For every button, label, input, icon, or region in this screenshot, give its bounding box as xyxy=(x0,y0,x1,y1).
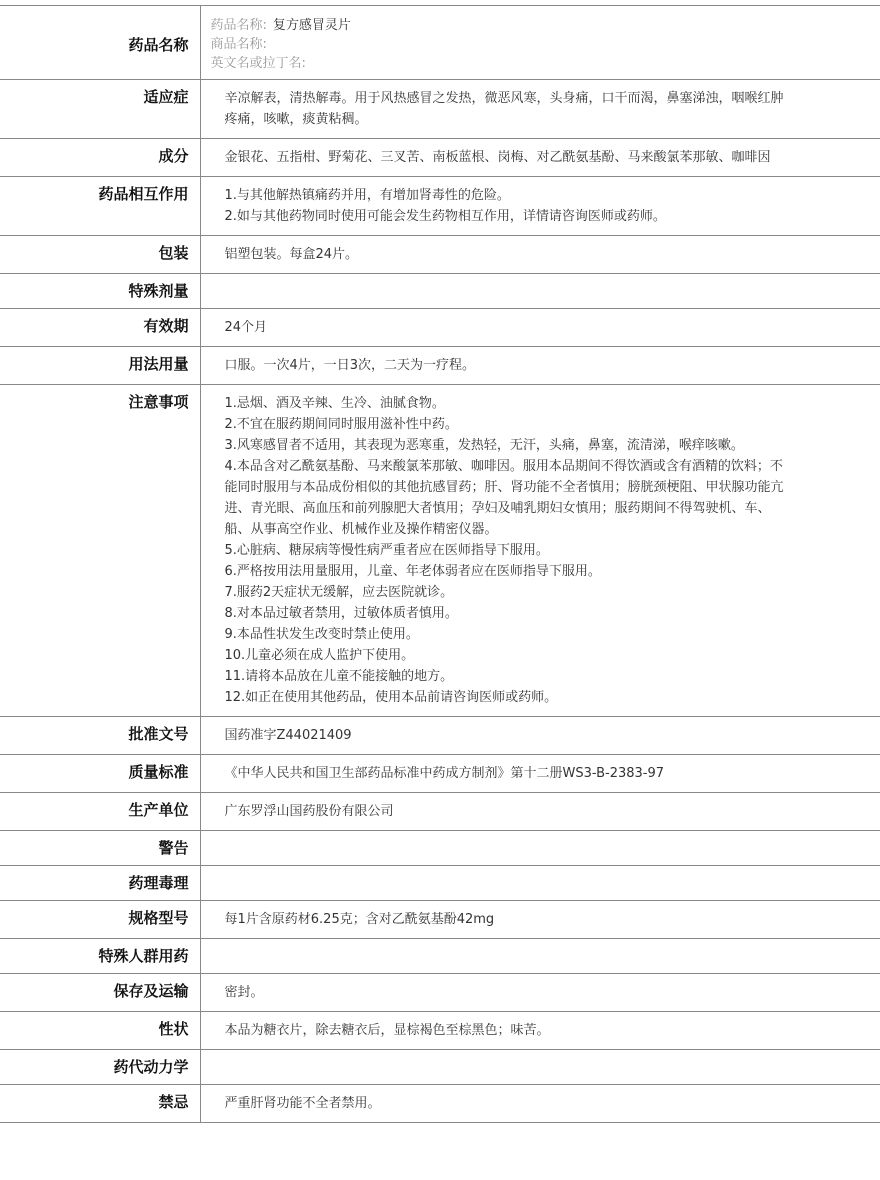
english-name-line xyxy=(211,54,789,73)
table-row-special-dose xyxy=(0,274,880,309)
table-row-package xyxy=(0,236,880,274)
row-value-contraindications xyxy=(200,1085,880,1123)
row-label-special-groups: 特殊人群用药 xyxy=(0,939,200,974)
drug-info-table xyxy=(0,5,880,1123)
table-row-indications xyxy=(0,80,880,139)
row-label-storage: 保存及运输 xyxy=(0,974,200,1012)
table-row-warning xyxy=(0,831,880,866)
row-label-usage: 用法用量 xyxy=(0,347,200,385)
table-row-manufacturer xyxy=(0,793,880,831)
row-label-standard: 质量标准 xyxy=(0,755,200,793)
name-block-cell xyxy=(200,6,880,80)
table-row-appearance xyxy=(0,1012,880,1050)
row-label-pharmacokinetics: 药代动力学 xyxy=(0,1050,200,1085)
row-label-specification: 规格型号 xyxy=(0,901,200,939)
generic-name-key: 药品名称: xyxy=(210,18,267,33)
value-line: 辛凉解表，清热解毒。用于风热感冒之发热，微恶风寒，头身痛，口干而渴，鼻塞涕浊，咽喉红肿疼痛，咳嗽，痰黄粘稠。 xyxy=(224,91,784,127)
generic-name-value: 复方感冒灵片 xyxy=(272,18,351,33)
row-value-ingredients xyxy=(200,139,880,177)
empty-value xyxy=(225,1058,789,1075)
row-label-ingredients: 成分 xyxy=(0,139,200,177)
table-row-ingredients xyxy=(0,139,880,177)
row-label-package: 包装 xyxy=(0,236,200,274)
value-line: 口服。一次4片，一日3次，二天为一疗程。 xyxy=(224,358,476,373)
table-row-special-groups xyxy=(0,939,880,974)
row-value-standard xyxy=(200,755,880,793)
english-name-key: 英文名或拉丁名: xyxy=(210,56,306,71)
value-line: 1.忌烟、酒及辛辣、生冷、油腻食物。 xyxy=(224,396,445,411)
row-label-precautions: 注意事项 xyxy=(0,385,200,717)
table-row-name xyxy=(0,6,880,80)
table-row-validity xyxy=(0,309,880,347)
table-row-usage xyxy=(0,347,880,385)
row-value-precautions xyxy=(200,385,880,717)
empty-value xyxy=(225,839,789,856)
row-value-manufacturer xyxy=(200,793,880,831)
value-line: 11.请将本品放在儿童不能接触的地方。 xyxy=(224,669,454,684)
value-line: 1.与其他解热镇痛药并用，有增加肾毒性的危险。 xyxy=(224,188,510,203)
value-line: 铝塑包装。每盒24片。 xyxy=(224,247,359,262)
value-line: 金银花、五指柑、野菊花、三叉苦、南板蓝根、岗梅、对乙酰氨基酚、马来酸氯苯那敏、咖啡因 xyxy=(224,150,771,165)
value-line: 9.本品性状发生改变时禁止使用。 xyxy=(224,627,419,642)
value-line: 24个月 xyxy=(224,320,268,335)
table-row-pharmacokinetics xyxy=(0,1050,880,1085)
row-value-package xyxy=(200,236,880,274)
row-value-interactions xyxy=(200,177,880,236)
drug-info-sheet xyxy=(0,5,880,1123)
value-line: 严重肝肾功能不全者禁用。 xyxy=(224,1096,381,1111)
table-row-interactions xyxy=(0,177,880,236)
table-row-storage xyxy=(0,974,880,1012)
table-row-contraindications xyxy=(0,1085,880,1123)
row-value-validity xyxy=(200,309,880,347)
row-label-pharmacology: 药理毒理 xyxy=(0,866,200,901)
value-line: 本品为糖衣片，除去糖衣后，显棕褐色至棕黑色；味苦。 xyxy=(224,1023,550,1038)
row-label-manufacturer: 生产单位 xyxy=(0,793,200,831)
table-row-specification xyxy=(0,901,880,939)
row-label-appearance: 性状 xyxy=(0,1012,200,1050)
trade-name-line xyxy=(211,35,789,54)
value-line: 2.如与其他药物同时使用可能会发生药物相互作用，详情请咨询医师或药师。 xyxy=(224,209,666,224)
value-line: 10.儿童必须在成人监护下使用。 xyxy=(224,648,415,663)
table-row-precautions xyxy=(0,385,880,717)
value-line: 7.服药2天症状无缓解，应去医院就诊。 xyxy=(224,585,454,600)
table-row-approval xyxy=(0,717,880,755)
row-value-appearance xyxy=(200,1012,880,1050)
value-line: 每1片含原药材6.25克；含对乙酰氨基酚42mg xyxy=(224,912,495,927)
value-line: 5.心脏病、糖尿病等慢性病严重者应在医师指导下服用。 xyxy=(224,543,549,558)
row-value-special-groups xyxy=(200,939,880,974)
value-line: 密封。 xyxy=(224,985,264,1000)
row-label-indications: 适应症 xyxy=(0,80,200,139)
row-label-warning: 警告 xyxy=(0,831,200,866)
row-label-name: 药品名称 xyxy=(0,6,200,80)
trade-name-key: 商品名称: xyxy=(210,37,267,52)
value-line: 国药准字Z44021409 xyxy=(224,728,352,743)
value-line: 广东罗浮山国药股份有限公司 xyxy=(224,804,394,819)
value-line: 2.不宜在服药期间同时服用滋补性中药。 xyxy=(224,417,458,432)
row-value-warning xyxy=(200,831,880,866)
row-value-storage xyxy=(200,974,880,1012)
generic-name-line xyxy=(211,16,789,35)
row-label-contraindications: 禁忌 xyxy=(0,1085,200,1123)
table-row-standard xyxy=(0,755,880,793)
value-line: 《中华人民共和国卫生部药品标准中药成方制剂》第十二册WS3-B-2383-97 xyxy=(224,766,665,781)
row-value-pharmacokinetics xyxy=(200,1050,880,1085)
row-value-specification xyxy=(200,901,880,939)
value-line: 12.如正在使用其他药品，使用本品前请咨询医师或药师。 xyxy=(224,690,558,705)
row-value-usage xyxy=(200,347,880,385)
empty-value xyxy=(225,947,789,964)
row-value-indications xyxy=(200,80,880,139)
row-value-special-dose xyxy=(200,274,880,309)
empty-value xyxy=(225,874,789,891)
row-label-approval: 批准文号 xyxy=(0,717,200,755)
row-value-pharmacology xyxy=(200,866,880,901)
row-label-special-dose: 特殊剂量 xyxy=(0,274,200,309)
row-value-approval xyxy=(200,717,880,755)
value-line: 8.对本品过敏者禁用，过敏体质者慎用。 xyxy=(224,606,458,621)
value-line: 6.严格按用法用量服用，儿童、年老体弱者应在医师指导下服用。 xyxy=(224,564,601,579)
value-line: 3.风寒感冒者不适用，其表现为恶寒重，发热轻，无汗，头痛，鼻塞，流清涕，喉痒咳嗽。 xyxy=(224,438,744,453)
value-line: 4.本品含对乙酰氨基酚、马来酸氯苯那敏、咖啡因。服用本品期间不得饮酒或含有酒精的饮料；不能同时服用与本品成份相似的其他抗感冒药；肝、肾功能不全者慎用；膀胱颈梗阻、甲状腺功能亢进、青光眼、高血压和前列腺肥大者慎用；孕妇及哺乳期妇女慎用；服药期间不得驾驶机、车、船、从事高空作业、机械作业及操作精密仪器。 xyxy=(224,459,784,537)
empty-value xyxy=(225,282,789,299)
table-row-pharmacology xyxy=(0,866,880,901)
row-label-interactions: 药品相互作用 xyxy=(0,177,200,236)
row-label-validity: 有效期 xyxy=(0,309,200,347)
